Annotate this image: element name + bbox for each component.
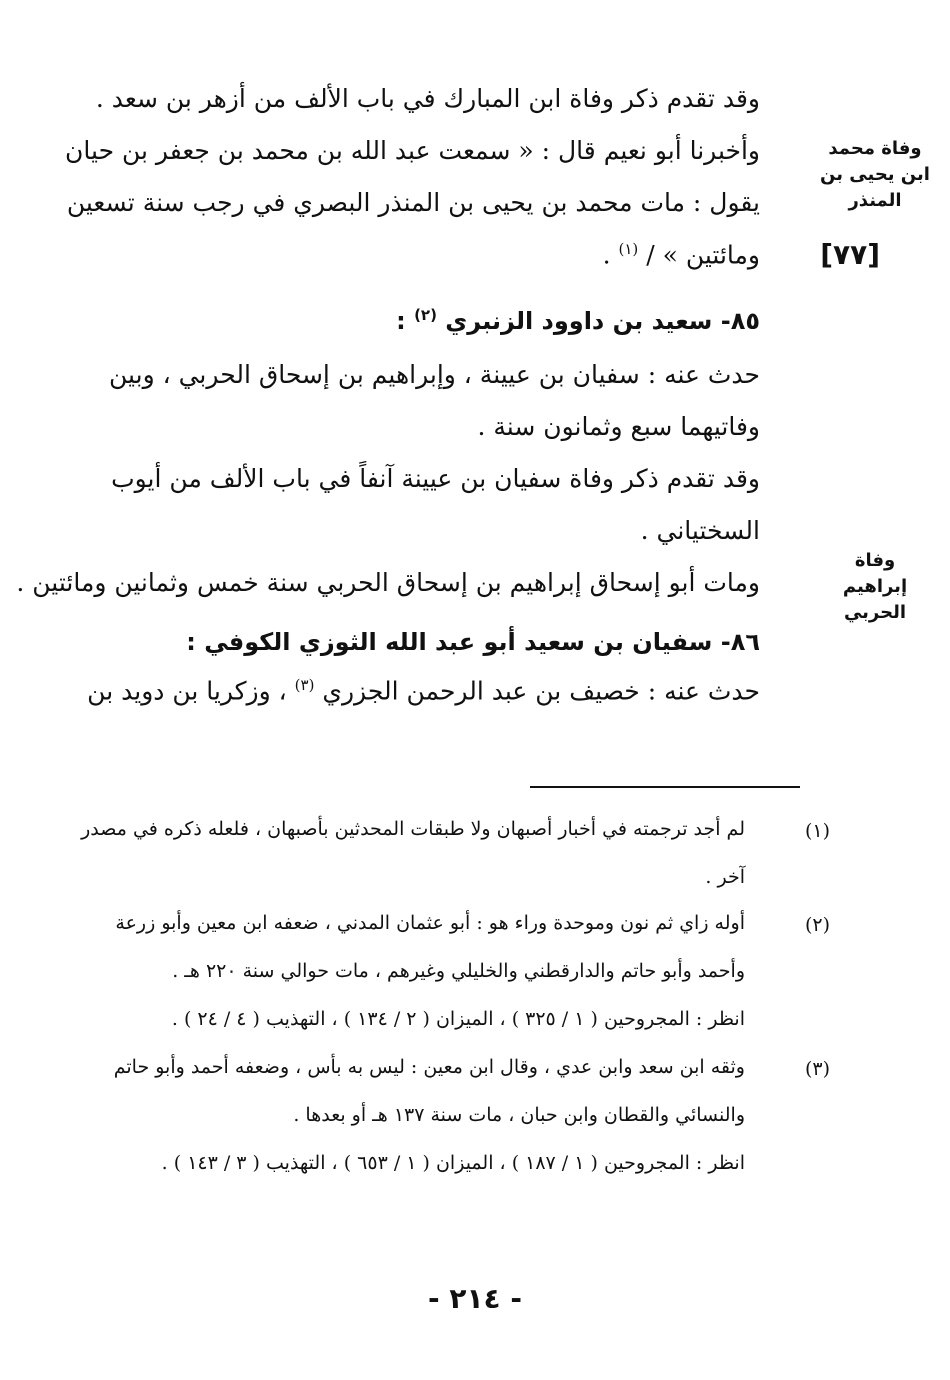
text-line-6: وفاتيهما سبع وثمانون سنة . — [477, 412, 760, 441]
text-line-10 — [40, 676, 760, 706]
entry-86-heading: ٨٦- سفيان بن سعيد أبو عبد الله الثوزي الكوفي : — [186, 628, 760, 656]
folio-marker: [٧٧] — [820, 238, 880, 271]
text-line-10-a: حدث عنه : خصيف بن عبد الرحمن الجزري — [322, 676, 760, 706]
text-line-8: السختياني . — [640, 516, 760, 545]
text-line-1: وقد تقدم ذكر وفاة ابن المبارك في باب الألف من أزهر بن سعد . — [95, 84, 760, 113]
entry-85-heading — [396, 306, 760, 336]
margin-note-death-muhammad: وفاة محمد ابن يحيى بن المنذر — [820, 138, 930, 212]
footnote-1-line-2: آخر . — [705, 866, 745, 888]
footnote-ref-2: (٢) — [414, 306, 437, 324]
entry-85-colon: : — [396, 307, 406, 335]
footnote-2-line-3: انظر : المجروحين ( ١ / ٣٢٥ ) ، الميزان ( ٢ / ١٣٤ ) ، التهذيب ( ٤ / ٢٤ ) . — [171, 1008, 745, 1030]
text-line-4-end: . — [602, 240, 611, 270]
text-line-2: وأخبرنا أبو نعيم قال : « سمعت عبد الله بن محمد بن جعفر بن حيان — [65, 136, 760, 165]
margin-note-death-ibrahim: وفاة إبراهيم الحربي — [842, 550, 908, 624]
text-line-3: يقول : مات محمد بن يحيى بن المنذر البصري في رجب سنة تسعين — [66, 188, 760, 217]
footnote-2-line-2: وأحمد وأبو حاتم والدارقطني والخليلي وغيرهم ، مات حوالي سنة ٢٢٠ هـ . — [172, 960, 745, 982]
text-line-4-body: ومائتين » / — [646, 240, 760, 270]
entry-85-title: ٨٥- سعيد بن داوود الزنبري — [445, 307, 760, 335]
text-line-10-b: ، وزكريا بن دويد بن — [87, 676, 287, 706]
footnote-ref-1: (١) — [618, 240, 639, 258]
footnote-3-line-3: انظر : المجروحين ( ١ / ١٨٧ ) ، الميزان ( ١ / ٦٥٣ ) ، التهذيب ( ٣ / ١٤٣ ) . — [161, 1152, 745, 1174]
page-number: - ٢١٤ - — [427, 1282, 523, 1315]
footnote-1-line-1: لم أجد ترجمته في أخبار أصبهان ولا طبقات المحدثين بأصبهان ، فلعله ذكره في مصدر — [81, 818, 745, 840]
text-line-4 — [603, 240, 760, 270]
footnote-3-line-1: وثقه ابن سعد وابن عدي ، وقال ابن معين : ليس به بأس ، وضعفه أحمد وأبو حاتم — [113, 1056, 745, 1078]
text-line-5: حدث عنه : سفيان بن عيينة ، وإبراهيم بن إسحاق الحربي ، وبين — [109, 360, 760, 389]
text-line-9: ومات أبو إسحاق إبراهيم بن إسحاق الحربي سنة خمس وثمانين ومائتين . — [16, 568, 760, 597]
footnote-3-line-2: والنسائي والقطان وابن حبان ، مات سنة ١٣٧ هـ أو بعدها . — [293, 1104, 745, 1126]
text-line-7: وقد تقدم ذكر وفاة سفيان بن عيينة آنفاً في باب الألف من أيوب — [111, 464, 760, 493]
footnote-ref-3: (٣) — [294, 676, 315, 694]
footnote-2-line-1: أوله زاي ثم نون وموحدة وراء هو : أبو عثمان المدني ، ضعفه ابن معين وأبو زرعة — [115, 912, 745, 934]
footnote-1-number: (١) — [804, 820, 830, 842]
footnote-3-number: (٣) — [804, 1058, 830, 1080]
footnote-2-number: (٢) — [804, 914, 830, 936]
footnote-separator — [530, 786, 800, 788]
